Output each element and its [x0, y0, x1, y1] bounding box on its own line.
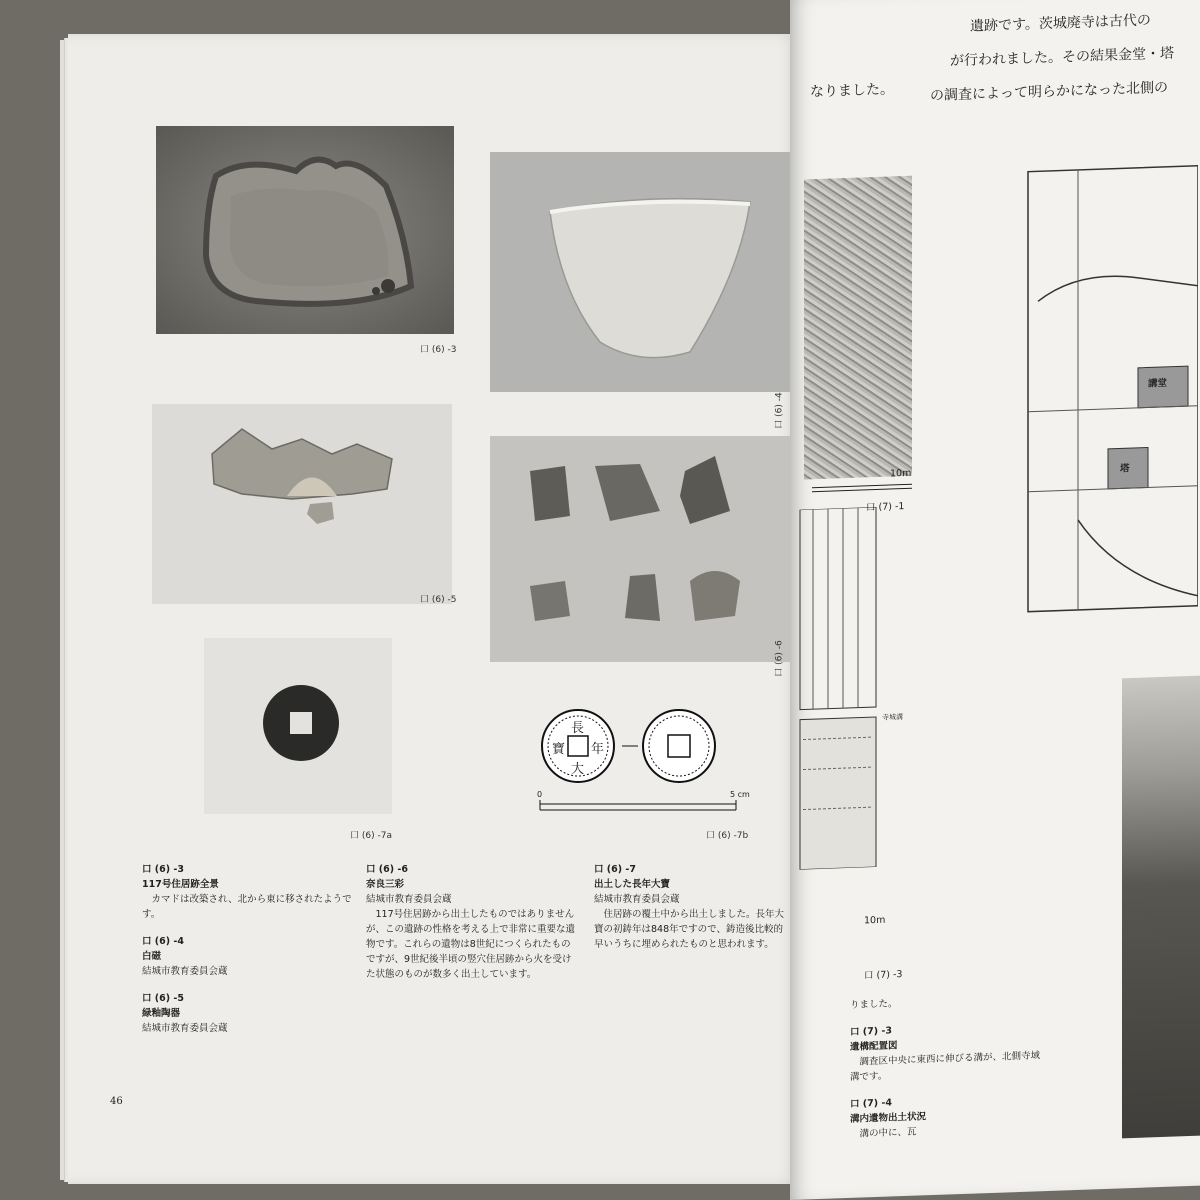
coin-char-right: 年	[591, 742, 605, 757]
note-title: 遺構配置図	[850, 1040, 898, 1053]
note-body: 調査区中央に東西に伸びる溝が、北側寺域	[859, 1050, 1041, 1068]
caption-fig4: 口 (6) -4	[774, 392, 785, 429]
note-id: 口 (6) -4	[142, 936, 184, 947]
caption-fig7-1: 口 (7) -1	[866, 501, 905, 514]
coin-char-left: 寶	[552, 742, 566, 757]
coin-char-bottom: 大	[571, 762, 585, 777]
note-owner: 結城市教育委員会蔵	[594, 894, 680, 905]
coin-rubbing-drawing	[536, 700, 766, 820]
note-body: 住居跡の覆土中から出土しました。長年大寶の初鋳年は848年ですので、鋳造後比較的早いうちに埋められたものと思われます。	[594, 909, 785, 950]
note-id: 口 (6) -3	[142, 864, 184, 875]
right-text-line-3: の調査によって明らかになった北側の	[930, 79, 1168, 105]
note-id: 口 (6) -7	[594, 864, 636, 875]
right-notes	[850, 992, 1041, 1142]
note-title: 緑釉陶器	[142, 1008, 181, 1019]
label-temple-moat: 寺城溝	[882, 713, 903, 722]
label-scale-10m-top: 10m	[890, 467, 912, 480]
site-plan-drawing	[1018, 156, 1198, 622]
notes-column-3	[594, 862, 790, 952]
note-body: 結城市教育委員会蔵	[142, 966, 228, 977]
photo-green-glazed-pottery	[152, 404, 452, 604]
note-id: 口 (7) -3	[850, 1025, 892, 1038]
note-id: 口 (6) -6	[366, 864, 408, 875]
photo-excavation-field	[1122, 675, 1200, 1138]
caption-fig3: 口 (6) -3	[420, 345, 457, 355]
caption-fig5: 口 (6) -5	[420, 595, 457, 605]
note-body: 溝の中に、瓦	[859, 1126, 917, 1140]
right-page	[790, 0, 1200, 1200]
note-id: 口 (6) -5	[142, 993, 184, 1004]
note-id: 口 (7) -4	[850, 1097, 892, 1110]
scale-zero: 0	[537, 790, 543, 799]
caption-fig7b: 口 (6) -7b	[706, 831, 749, 841]
caption-fig7a: 口 (6) -7a	[350, 831, 392, 841]
excavation-plan	[798, 507, 878, 870]
note-title: 溝内遺物出土状況	[850, 1111, 927, 1125]
photo-coin	[204, 638, 392, 814]
page-number: 46	[110, 1096, 123, 1107]
note-body: カマドは改築され、北から東に移されたようです。	[142, 894, 352, 920]
notes-column-1	[142, 862, 352, 1036]
label-to: 塔	[1120, 463, 1130, 475]
note-title: 白磁	[142, 951, 162, 962]
right-text-line-4: なりました。	[810, 81, 894, 101]
caption-fig7-3-small: 口 (7) -3	[864, 969, 903, 982]
scale-five: 5 cm	[730, 790, 750, 799]
note-body: 117号住居跡から出土したものではありませんが、この遺跡の性格を考える上で非常に重要な遺物です。これらの遺物は8世紀につくられたものですが、9世紀後半頃の竪穴住居跡から火を受けた状態のものが数多く出土しています。	[366, 909, 576, 980]
notes-column-2	[366, 862, 576, 982]
photo-dwelling-pit	[156, 126, 454, 334]
note-body: 結城市教育委員会蔵	[142, 1023, 228, 1034]
label-kodo: 講堂	[1148, 377, 1168, 390]
note-line-end: りました。	[850, 998, 898, 1011]
note-body-cont: 溝です。	[850, 1070, 888, 1083]
note-title: 奈良三彩	[366, 879, 405, 890]
right-text-line-2: が行われました。その結果金堂・塔	[950, 45, 1174, 70]
caption-fig6: 口 (6) -6	[774, 640, 785, 677]
photo-nara-sansai-fragments	[490, 436, 790, 662]
coin-char-top: 長	[571, 721, 585, 736]
label-scale-10m-bottom: 10m	[864, 914, 886, 927]
map-scale-bar	[812, 484, 912, 492]
aerial-map	[804, 176, 912, 480]
photo-white-porcelain	[490, 152, 790, 392]
note-title: 117号住居跡全景	[142, 879, 219, 890]
note-owner: 結城市教育委員会蔵	[366, 894, 452, 905]
right-text-line-1: 遺跡です。茨城廃寺は古代の	[970, 12, 1151, 35]
note-title: 出土した長年大寶	[594, 879, 671, 890]
